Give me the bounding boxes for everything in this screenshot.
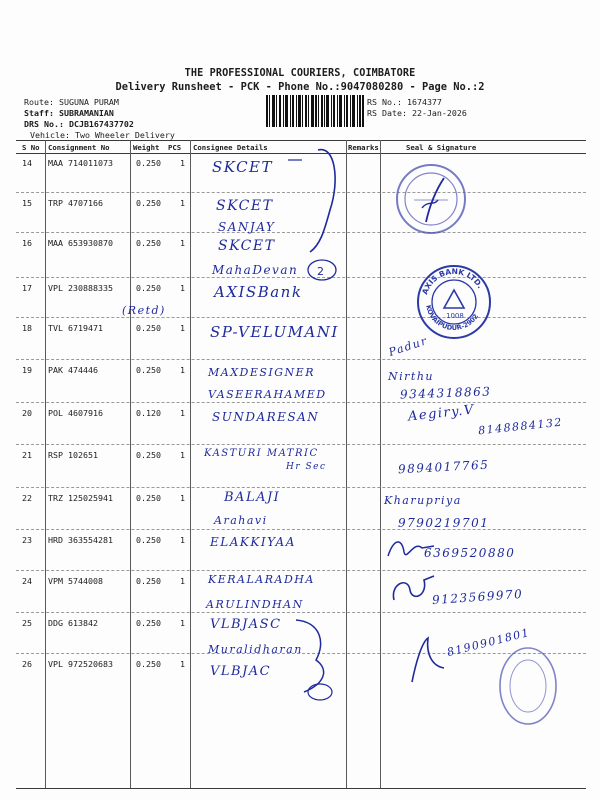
rs-date: RS Date: 22-Jan-2026 [367,108,467,118]
handwritten-signature: Aegiry.V [407,402,476,425]
col-remarks: Remarks [348,143,379,152]
row-divider [16,444,586,445]
row-weight: 0.250 [136,618,161,628]
handwritten-note: (Retd) [122,304,166,317]
row-divider [16,359,586,360]
row-pcs: 1 [180,158,185,168]
col-consignment: Consignment No [48,143,110,152]
row-consignment-number: TRZ 125025941 [48,493,113,503]
bracket-scribble [280,140,350,260]
row-consignment-number: VPL 972520683 [48,659,113,669]
row-divider [16,317,586,318]
handwritten-consignee: VLBJAC [210,664,272,679]
row-sno: 24 [22,576,32,586]
row-pcs: 1 [180,198,185,208]
col-pcs: PCS [168,143,182,152]
row-weight: 0.250 [136,493,161,503]
round-seal-stamp [492,640,562,730]
route-text: Route: SUGUNA PURAM [24,97,119,107]
row-pcs: 1 [180,659,185,669]
row-divider [16,402,586,403]
handwritten-consignee: Arahavi [214,514,268,527]
row-weight: 0.250 [136,283,161,293]
handwritten-consignee: SKCET [218,238,276,254]
row-weight: 0.250 [136,323,161,333]
col-consignee: Consignee Details [193,143,268,152]
row-pcs: 1 [180,283,185,293]
row-sno: 14 [22,158,32,168]
row-pcs: 1 [180,365,185,375]
bank-seal-bottom-text: KOVAIPUDUR-2902 [424,304,481,333]
handwritten-consignee: SANJAY [218,220,276,234]
handwritten-phone: 9123569970 [431,586,524,608]
table-bottom-rule [16,788,586,789]
handwritten-phone: 8148884132 [477,415,564,438]
handwritten-consignee: MAXDESIGNER [208,366,315,379]
row-consignment-number: POL 4607916 [48,408,103,418]
row-sno: 23 [22,535,32,545]
row-sno: 17 [22,283,32,293]
handwritten-signature: Padur [386,334,430,359]
row-consignment-number: VPM 5744008 [48,576,103,586]
handwritten-phone: 6369520880 [424,546,516,560]
column-divider [190,140,191,788]
row-pcs: 1 [180,576,185,586]
row-sno: 25 [22,618,32,628]
handwritten-consignee: SP-VELUMANI [210,323,339,341]
row-pcs: 1 [180,493,185,503]
column-divider [380,140,381,788]
col-seal-signature: Seal & Signature [406,143,477,152]
bracket-scribble [290,612,350,702]
handwritten-consignee: SKCET [212,158,274,176]
row-weight: 0.250 [136,365,161,375]
row-consignment-number: MAA 714011073 [48,158,113,168]
row-weight: 0.120 [136,408,161,418]
row-consignment-number: RSP 102651 [48,450,98,460]
row-sno: 21 [22,450,32,460]
row-sno: 26 [22,659,32,669]
row-pcs: 1 [180,450,185,460]
handwritten-signature: Nirthu [388,370,434,383]
row-weight: 0.250 [136,238,161,248]
handwritten-consignee: MahaDevan [212,263,299,277]
row-sno: 15 [22,198,32,208]
row-sno: 18 [22,323,32,333]
round-seal-stamp [392,160,470,238]
row-weight: 0.250 [136,535,161,545]
row-sno: 19 [22,365,32,375]
row-weight: 0.250 [136,659,161,669]
handwritten-phone: 9344318863 [399,384,492,402]
row-weight: 0.250 [136,198,161,208]
row-sno: 20 [22,408,32,418]
col-weight: Weight [133,143,160,152]
rs-number: RS No.: 1674377 [367,97,442,107]
signature-scribble [384,534,444,564]
row-consignment-number: TVL 6719471 [48,323,103,333]
row-consignment-number: VPL 230888335 [48,283,113,293]
circled-mark-scribble [300,256,340,286]
row-consignment-number: DDG 613842 [48,618,98,628]
row-consignment-number: MAA 653930870 [48,238,113,248]
handwritten-consignee: SKCET [216,198,274,214]
row-sno: 16 [22,238,32,248]
row-pcs: 1 [180,238,185,248]
row-pcs: 1 [180,618,185,628]
handwritten-consignee: ARULINDHAN [206,598,304,611]
runsheet-title: Delivery Runsheet - PCK - Phone No.:9047080280 - Page No.:2 [115,81,485,93]
row-divider [16,487,586,488]
row-sno: 22 [22,493,32,503]
handwritten-consignee: SUNDARESAN [212,410,320,424]
handwritten-consignee: VASEERAHAMED [208,388,327,401]
svg-text:2: 2 [317,265,324,278]
handwritten-consignee: VLBJASC [210,617,282,632]
signature-scribble [388,570,438,610]
barcode [266,95,364,127]
handwritten-consignee: ELAKKIYAA [210,535,296,549]
row-consignment-number: HRD 363554281 [48,535,113,545]
drs-number: DRS No.: DCJB167437702 [24,119,134,129]
bank-seal-stamp [414,262,494,342]
row-divider [16,570,586,571]
handwritten-phone: 9894017765 [397,457,490,477]
handwritten-consignee: Hr Sec [286,462,327,472]
handwritten-phone: 8190901801 [445,625,532,660]
col-sno: S No [22,143,40,152]
handwritten-consignee: KERALARADHA [208,573,315,586]
handwritten-phone: 9790219701 [398,516,490,530]
handwritten-signature: Kharupriya [384,494,462,507]
row-weight: 0.250 [136,576,161,586]
company-title: THE PROFESSIONAL COURIERS, COIMBATORE [184,68,416,79]
row-pcs: 1 [180,535,185,545]
row-pcs: 1 [180,323,185,333]
handwritten-consignee: KASTURI MATRIC [204,448,319,459]
staff-text: Staff: SUBRAMANIAN [24,108,114,118]
handwritten-consignee: BALAJI [224,490,281,505]
column-divider [130,140,131,788]
row-consignment-number: PAK 474446 [48,365,98,375]
signature-scribble [404,632,450,688]
row-pcs: 1 [180,408,185,418]
vehicle-text: Vehicle: Two Wheeler Delivery [30,130,175,140]
row-weight: 0.250 [136,158,161,168]
row-weight: 0.250 [136,450,161,460]
bank-seal-code: 1008 [446,312,464,320]
column-divider [45,140,46,788]
handwritten-consignee: AXISBank [214,283,303,301]
row-divider [16,529,586,530]
bank-seal-top-text: AXIS BANK LTD. [420,266,485,296]
row-consignment-number: TRP 4707166 [48,198,103,208]
handwritten-consignee: Muralidharan [208,643,303,656]
